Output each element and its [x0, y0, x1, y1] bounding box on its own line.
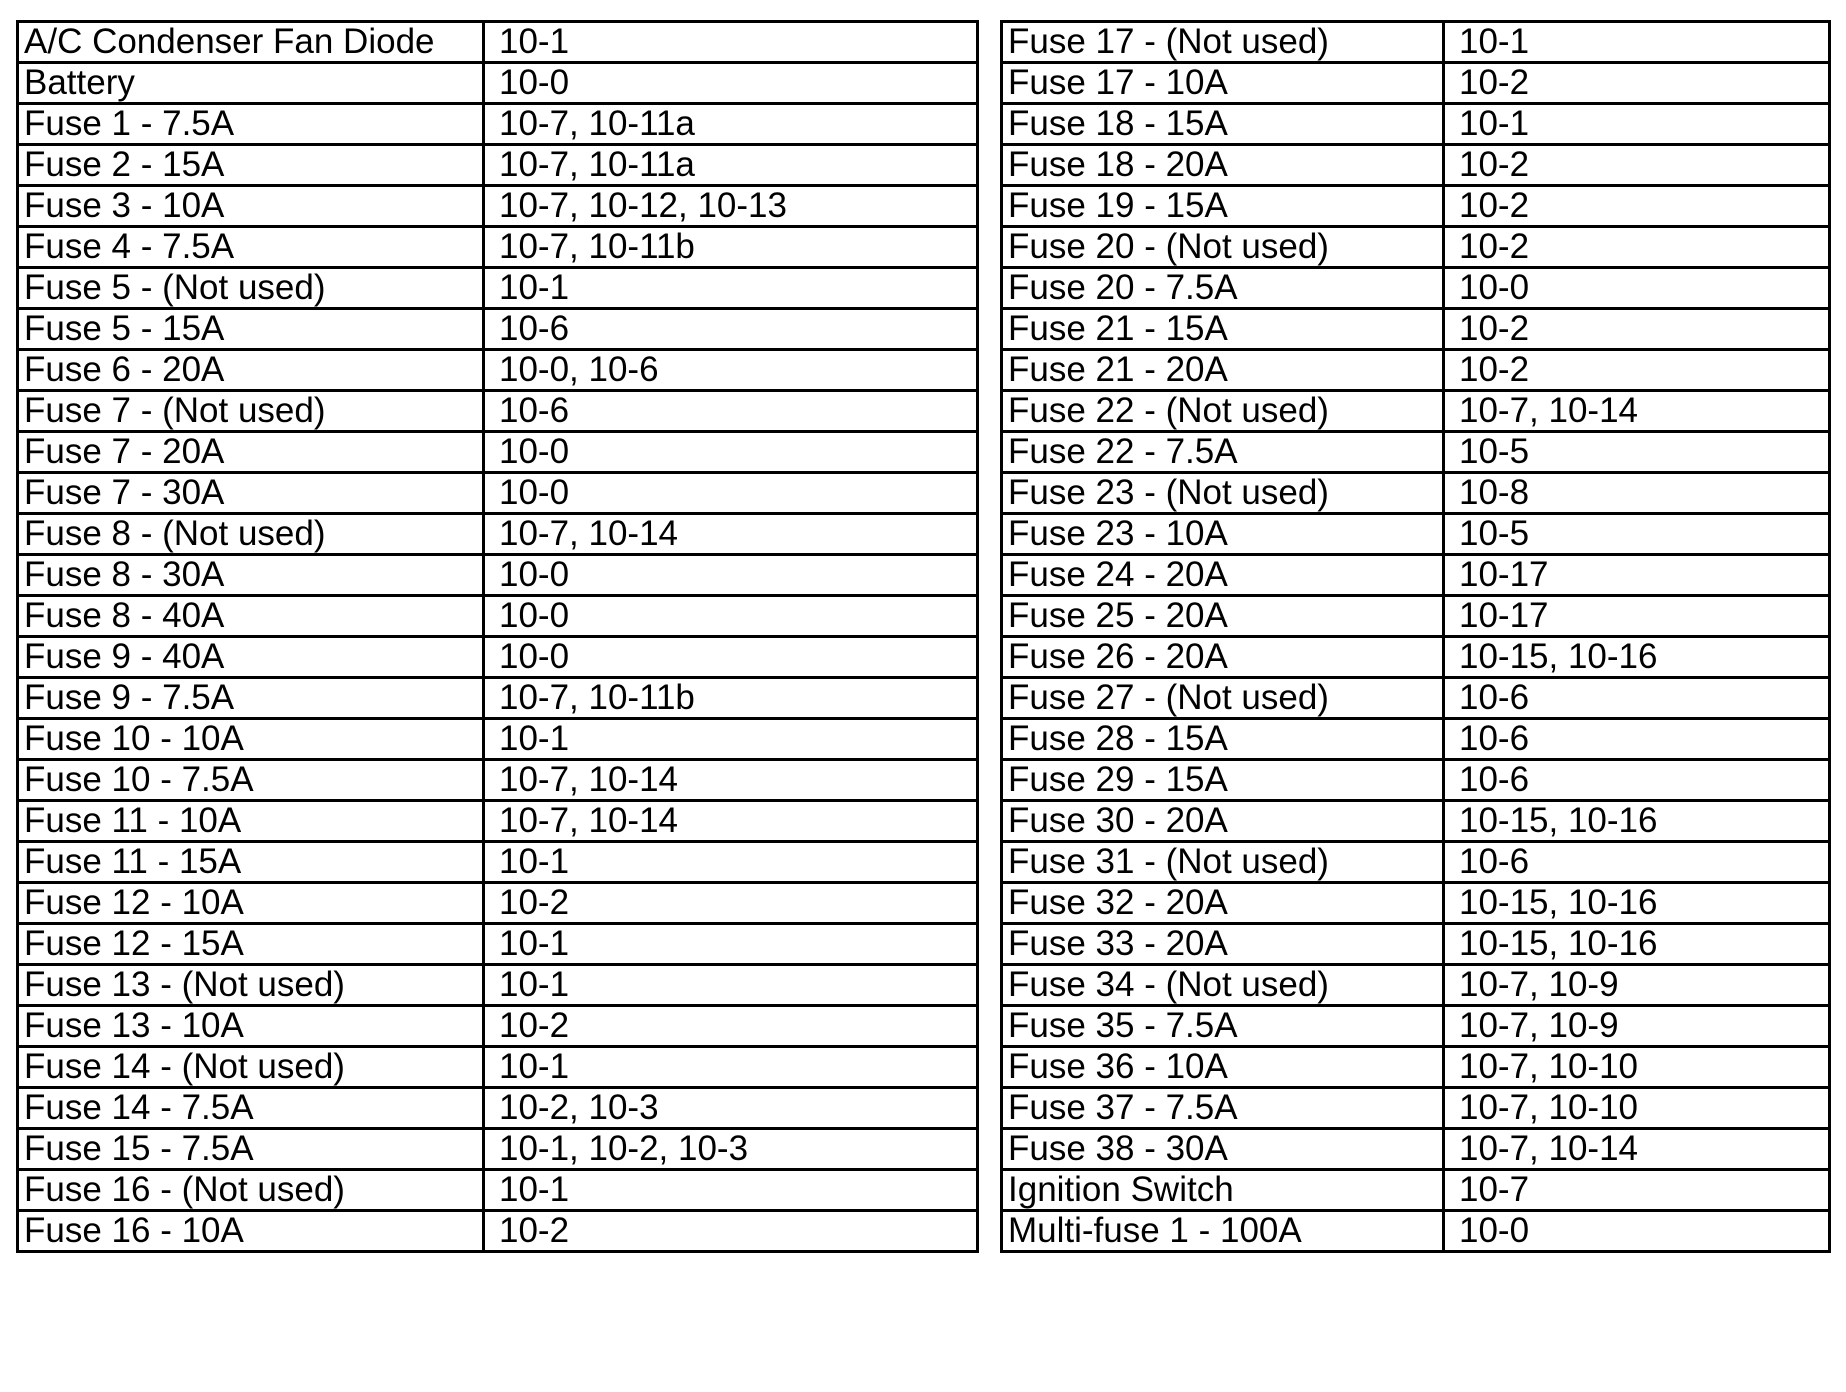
- reference-cell: 10-15, 10-16: [1444, 637, 1830, 678]
- reference-cell: 10-1: [484, 842, 978, 883]
- component-name-cell: Fuse 22 - (Not used): [1002, 391, 1444, 432]
- table-row: [18, 678, 978, 719]
- table-row: [1002, 637, 1830, 678]
- reference-cell: 10-0: [484, 596, 978, 637]
- table-row: [1002, 719, 1830, 760]
- table-row: [1002, 1211, 1830, 1252]
- component-name-cell: Fuse 26 - 20A: [1002, 637, 1444, 678]
- component-name-cell: Fuse 32 - 20A: [1002, 883, 1444, 924]
- table-row: [1002, 1129, 1830, 1170]
- component-name-cell: Fuse 5 - 15A: [18, 309, 484, 350]
- reference-cell: 10-6: [484, 391, 978, 432]
- reference-cell: 10-6: [1444, 719, 1830, 760]
- component-name-cell: Fuse 24 - 20A: [1002, 555, 1444, 596]
- reference-cell: 10-1: [1444, 22, 1830, 63]
- reference-cell: 10-7, 10-14: [484, 760, 978, 801]
- table-row: [18, 1129, 978, 1170]
- component-name-cell: Fuse 21 - 15A: [1002, 309, 1444, 350]
- component-name-cell: Fuse 8 - 30A: [18, 555, 484, 596]
- table-row: [1002, 514, 1830, 555]
- reference-cell: 10-15, 10-16: [1444, 801, 1830, 842]
- table-row: [18, 350, 978, 391]
- component-name-cell: Fuse 8 - (Not used): [18, 514, 484, 555]
- reference-cell: 10-7, 10-14: [1444, 391, 1830, 432]
- table-row: [1002, 801, 1830, 842]
- component-name-cell: Fuse 23 - 10A: [1002, 514, 1444, 555]
- reference-cell: 10-0: [484, 63, 978, 104]
- reference-cell: 10-7, 10-12, 10-13: [484, 186, 978, 227]
- reference-cell: 10-1, 10-2, 10-3: [484, 1129, 978, 1170]
- component-name-cell: Fuse 10 - 10A: [18, 719, 484, 760]
- component-name-cell: Fuse 6 - 20A: [18, 350, 484, 391]
- reference-cell: 10-15, 10-16: [1444, 924, 1830, 965]
- component-name-cell: Fuse 13 - 10A: [18, 1006, 484, 1047]
- reference-cell: 10-2: [1444, 186, 1830, 227]
- reference-cell: 10-7, 10-10: [1444, 1047, 1830, 1088]
- reference-cell: 10-2: [484, 883, 978, 924]
- table-row: [18, 555, 978, 596]
- component-name-cell: Fuse 11 - 15A: [18, 842, 484, 883]
- component-name-cell: Fuse 10 - 7.5A: [18, 760, 484, 801]
- reference-cell: 10-2: [1444, 145, 1830, 186]
- table-row: [1002, 1088, 1830, 1129]
- table-row: [1002, 432, 1830, 473]
- component-name-cell: Fuse 19 - 15A: [1002, 186, 1444, 227]
- component-name-cell: Fuse 4 - 7.5A: [18, 227, 484, 268]
- reference-cell: 10-1: [484, 965, 978, 1006]
- table-row: [18, 760, 978, 801]
- reference-cell: 10-0, 10-6: [484, 350, 978, 391]
- table-row: [1002, 473, 1830, 514]
- table-row: [1002, 391, 1830, 432]
- reference-cell: 10-7, 10-9: [1444, 965, 1830, 1006]
- component-name-cell: Fuse 34 - (Not used): [1002, 965, 1444, 1006]
- component-name-cell: Fuse 25 - 20A: [1002, 596, 1444, 637]
- reference-cell: 10-5: [1444, 514, 1830, 555]
- component-name-cell: Fuse 12 - 10A: [18, 883, 484, 924]
- reference-cell: 10-1: [484, 924, 978, 965]
- component-name-cell: Fuse 12 - 15A: [18, 924, 484, 965]
- component-name-cell: Fuse 14 - 7.5A: [18, 1088, 484, 1129]
- table-row: [18, 883, 978, 924]
- reference-cell: 10-1: [484, 268, 978, 309]
- component-index-table-right: [1000, 20, 1831, 1253]
- table-row: [1002, 268, 1830, 309]
- table-row: [1002, 842, 1830, 883]
- component-name-cell: Fuse 31 - (Not used): [1002, 842, 1444, 883]
- component-name-cell: Fuse 35 - 7.5A: [1002, 1006, 1444, 1047]
- table-row: [18, 842, 978, 883]
- table-row: [1002, 350, 1830, 391]
- reference-cell: 10-7, 10-14: [484, 801, 978, 842]
- table-row: [18, 104, 978, 145]
- component-name-cell: Fuse 17 - (Not used): [1002, 22, 1444, 63]
- table-row: [18, 801, 978, 842]
- table-row: [18, 719, 978, 760]
- component-name-cell: Fuse 11 - 10A: [18, 801, 484, 842]
- table-row: [18, 432, 978, 473]
- reference-cell: 10-7, 10-14: [484, 514, 978, 555]
- component-name-cell: Fuse 18 - 20A: [1002, 145, 1444, 186]
- component-name-cell: Fuse 17 - 10A: [1002, 63, 1444, 104]
- component-name-cell: Fuse 23 - (Not used): [1002, 473, 1444, 514]
- reference-cell: 10-17: [1444, 555, 1830, 596]
- reference-cell: 10-7: [1444, 1170, 1830, 1211]
- table-row: [18, 637, 978, 678]
- table-row: [1002, 1047, 1830, 1088]
- table-row: [1002, 63, 1830, 104]
- component-name-cell: Fuse 2 - 15A: [18, 145, 484, 186]
- reference-cell: 10-2: [484, 1006, 978, 1047]
- table-row: [18, 391, 978, 432]
- reference-cell: 10-1: [484, 1170, 978, 1211]
- reference-cell: 10-6: [1444, 760, 1830, 801]
- reference-cell: 10-7, 10-10: [1444, 1088, 1830, 1129]
- component-name-cell: Fuse 27 - (Not used): [1002, 678, 1444, 719]
- component-name-cell: Fuse 7 - (Not used): [18, 391, 484, 432]
- reference-cell: 10-2: [1444, 227, 1830, 268]
- reference-cell: 10-6: [1444, 842, 1830, 883]
- component-name-cell: Fuse 3 - 10A: [18, 186, 484, 227]
- component-name-cell: A/C Condenser Fan Diode: [18, 22, 484, 63]
- table-row: [18, 1088, 978, 1129]
- reference-cell: 10-15, 10-16: [1444, 883, 1830, 924]
- table-row: [1002, 883, 1830, 924]
- reference-cell: 10-1: [484, 1047, 978, 1088]
- table-row: [1002, 104, 1830, 145]
- component-name-cell: Ignition Switch: [1002, 1170, 1444, 1211]
- reference-cell: 10-0: [484, 432, 978, 473]
- component-name-cell: Fuse 15 - 7.5A: [18, 1129, 484, 1170]
- table-row: [18, 514, 978, 555]
- table-row: [18, 227, 978, 268]
- reference-cell: 10-0: [484, 637, 978, 678]
- component-name-cell: Fuse 16 - (Not used): [18, 1170, 484, 1211]
- component-name-cell: Fuse 28 - 15A: [1002, 719, 1444, 760]
- component-name-cell: Multi-fuse 1 - 100A: [1002, 1211, 1444, 1252]
- table-row: [18, 1006, 978, 1047]
- table-row: [18, 1170, 978, 1211]
- reference-cell: 10-2: [1444, 63, 1830, 104]
- component-name-cell: Fuse 16 - 10A: [18, 1211, 484, 1252]
- table-row: [1002, 227, 1830, 268]
- reference-cell: 10-7, 10-11a: [484, 145, 978, 186]
- reference-cell: 10-0: [484, 473, 978, 514]
- component-name-cell: Fuse 36 - 10A: [1002, 1047, 1444, 1088]
- reference-cell: 10-1: [1444, 104, 1830, 145]
- component-name-cell: Fuse 1 - 7.5A: [18, 104, 484, 145]
- reference-cell: 10-6: [1444, 678, 1830, 719]
- component-name-cell: Fuse 14 - (Not used): [18, 1047, 484, 1088]
- table-row: [1002, 924, 1830, 965]
- table-row: [1002, 145, 1830, 186]
- component-name-cell: Fuse 20 - 7.5A: [1002, 268, 1444, 309]
- table-row: [18, 309, 978, 350]
- table-row: [18, 965, 978, 1006]
- table-row: [1002, 596, 1830, 637]
- reference-cell: 10-2: [1444, 350, 1830, 391]
- component-name-cell: Fuse 38 - 30A: [1002, 1129, 1444, 1170]
- reference-cell: 10-1: [484, 22, 978, 63]
- table-row: [1002, 22, 1830, 63]
- table-row: [18, 186, 978, 227]
- table-row: [1002, 1006, 1830, 1047]
- component-name-cell: Fuse 13 - (Not used): [18, 965, 484, 1006]
- table-row: [1002, 309, 1830, 350]
- component-name-cell: Fuse 9 - 7.5A: [18, 678, 484, 719]
- table-row: [1002, 678, 1830, 719]
- component-name-cell: Fuse 37 - 7.5A: [1002, 1088, 1444, 1129]
- table-row: [18, 596, 978, 637]
- reference-cell: 10-0: [1444, 1211, 1830, 1252]
- table-row: [18, 145, 978, 186]
- component-name-cell: Fuse 9 - 40A: [18, 637, 484, 678]
- component-name-cell: Fuse 7 - 30A: [18, 473, 484, 514]
- reference-cell: 10-0: [484, 555, 978, 596]
- table-row: [1002, 555, 1830, 596]
- reference-cell: 10-2, 10-3: [484, 1088, 978, 1129]
- reference-cell: 10-7, 10-11b: [484, 227, 978, 268]
- reference-cell: 10-7, 10-9: [1444, 1006, 1830, 1047]
- component-name-cell: Fuse 29 - 15A: [1002, 760, 1444, 801]
- reference-cell: 10-2: [1444, 309, 1830, 350]
- table-row: [18, 924, 978, 965]
- reference-cell: 10-6: [484, 309, 978, 350]
- reference-cell: 10-7, 10-11b: [484, 678, 978, 719]
- reference-cell: 10-1: [484, 719, 978, 760]
- component-name-cell: Fuse 18 - 15A: [1002, 104, 1444, 145]
- table-row: [18, 1211, 978, 1252]
- table-row: [18, 268, 978, 309]
- component-name-cell: Battery: [18, 63, 484, 104]
- component-name-cell: Fuse 5 - (Not used): [18, 268, 484, 309]
- table-row: [1002, 760, 1830, 801]
- reference-cell: 10-8: [1444, 473, 1830, 514]
- component-name-cell: Fuse 20 - (Not used): [1002, 227, 1444, 268]
- reference-cell: 10-7, 10-14: [1444, 1129, 1830, 1170]
- table-row: [18, 1047, 978, 1088]
- table-row: [1002, 965, 1830, 1006]
- table-row: [18, 473, 978, 514]
- reference-cell: 10-5: [1444, 432, 1830, 473]
- component-index-table-left: [16, 20, 979, 1253]
- component-name-cell: Fuse 7 - 20A: [18, 432, 484, 473]
- reference-cell: 10-7, 10-11a: [484, 104, 978, 145]
- table-row: [1002, 1170, 1830, 1211]
- table-row: [18, 22, 978, 63]
- component-name-cell: Fuse 30 - 20A: [1002, 801, 1444, 842]
- table-row: [1002, 186, 1830, 227]
- component-name-cell: Fuse 8 - 40A: [18, 596, 484, 637]
- component-name-cell: Fuse 22 - 7.5A: [1002, 432, 1444, 473]
- component-name-cell: Fuse 33 - 20A: [1002, 924, 1444, 965]
- reference-cell: 10-17: [1444, 596, 1830, 637]
- reference-cell: 10-2: [484, 1211, 978, 1252]
- reference-cell: 10-0: [1444, 268, 1830, 309]
- component-name-cell: Fuse 21 - 20A: [1002, 350, 1444, 391]
- table-row: [18, 63, 978, 104]
